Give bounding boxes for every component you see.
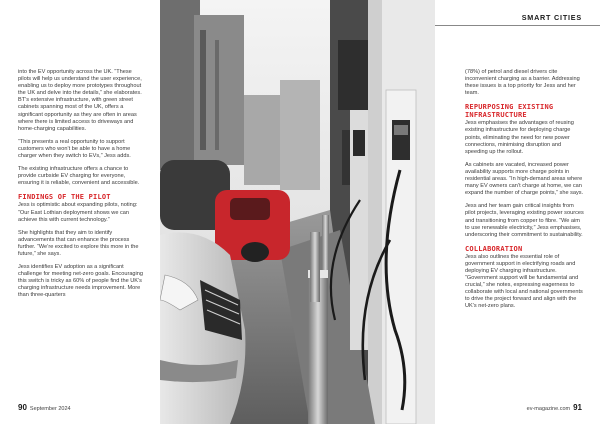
site-url[interactable]: ev-magazine.com — [526, 406, 571, 412]
section-tag: SMART CITIES — [521, 13, 582, 22]
right-column — [465, 69, 585, 317]
body-paragraph: Jess is optimistic about expanding pilots, noting: “Our East Lothian deployment shows we can achieve this with current technology.” — [18, 202, 138, 223]
body-paragraph: Jess identifies EV adoption as a significant challenge for meeting net-zero goals. Encouraging this switch is tricky as 60% of people find the UK’s charging infrastructure needs improvement. More than three-quarters — [18, 264, 144, 299]
section-heading-collaboration: COLLABORATION — [465, 244, 523, 253]
left-column — [18, 69, 146, 306]
page-number-left: 90 — [18, 403, 27, 412]
section-heading-findings: FINDINGS OF THE PILOT — [18, 193, 111, 202]
body-paragraph: Jess also outlines the essential role of government support in electrifying roads and deploying EV charging infrastructure. “Government support will be fundamental and crucial,” she notes, expressing eagerness to collaborate with local and national governments to drive the project forward and align with the UK’s net-zero plans. — [465, 253, 583, 310]
issue-date: September 2024 — [29, 406, 71, 412]
body-paragraph: The existing infrastructure offers a chance to provide curbside EV charging for everyone, ensuring it is reliable, convenient and accessible. — [18, 166, 140, 187]
street-ev-charging-photo — [160, 0, 435, 424]
body-paragraph: Jess and her team gain critical insights from pilot projects, leveraging existing power sources and transitioning from copper to fibre. “We aim to use renewable electricity,” Jess emphasises, underscoring their commitment to sustainability. — [465, 203, 584, 238]
body-paragraph: (78%) of petrol and diesel drivers cite inconvenient charging as a barrier. Addressing these issues is a top priority for Jess and her team. — [465, 69, 580, 97]
body-paragraph: As cabinets are vacated, increased power availability supports more charge points in residential areas. “In high-demand areas where many EV owners can’t charge at home, we can expand the number of charge points,” she says. — [465, 161, 584, 197]
section-heading-repurposing: REPURPOSING EXISTING INFRASTRUCTURE — [465, 103, 554, 120]
page-number-right: 91 — [573, 403, 582, 412]
body-paragraph: into the EV opportunity across the UK. “These pilots will help us understand the user experience, enabling us to deploy more prototypes throughout the UK and delve into the details,” she elaborates. BT’s extensive infrastructure, with green street cabinets spanning most of the UK, offers a significant opportunity as they are often in areas where there is limited access to driveways and home-charging capabilities. — [18, 69, 142, 132]
body-paragraph: “This presents a real opportunity to support customers who won’t be able to have a home charger when they switch to EVs,” Jess adds. — [18, 138, 131, 160]
footer-right — [527, 403, 582, 412]
body-paragraph: Jess emphasises the advantages of reusing existing infrastructure for deploying charge points, eliminating the need for new power connections, minimising disruption and speeding up the rollout. — [465, 120, 574, 155]
header-rule — [435, 25, 600, 26]
body-paragraph: She highlights that they aim to identify advancements that can enhance the process further. “We’re excited to explore this more in the future,” she says. — [18, 229, 139, 257]
footer-left — [18, 403, 71, 412]
